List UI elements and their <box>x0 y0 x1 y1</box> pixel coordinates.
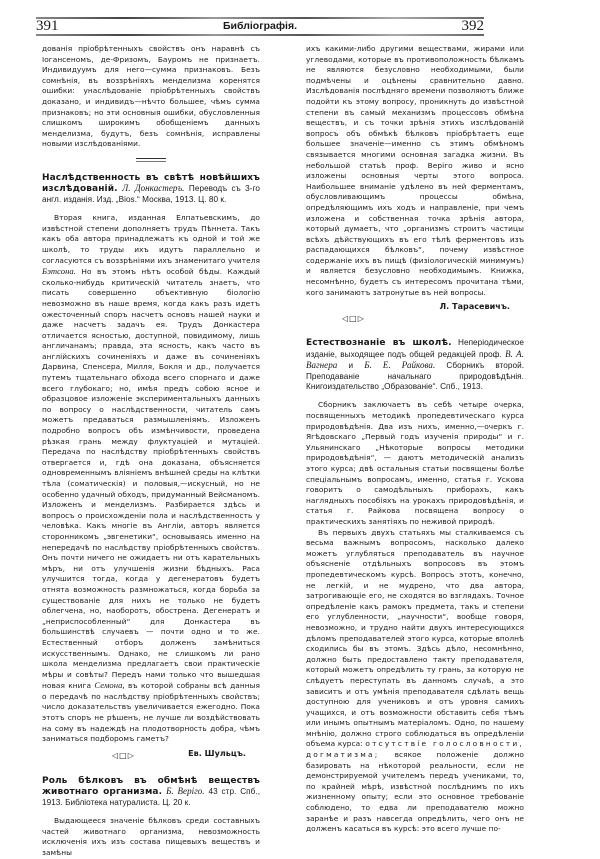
review-meta: Непеpіодическое изданіе, выходящее подъ общей редакціей проф. <box>306 338 524 359</box>
left-column <box>42 44 260 859</box>
review-heading-natural-science <box>306 338 524 392</box>
editor-name: В. А. Вагнера <box>306 348 524 371</box>
page-header <box>36 18 484 34</box>
review-heading-proteins <box>42 776 260 808</box>
page-number-right: 392 <box>461 17 484 34</box>
review-text: всякое положеніе должно базировать на нѣкоторой реальности, если не демонстрируемой учителемъ передъ учениками, то, по крайней мѣрѣ, извѣстной послѣднимъ по ихъ жизненному опыту; если это основное требованіе соблюдено, то едва ли преподавателю можно заранѣе и разъ навсегда опредѣлить, чего онъ не долженъ касаться въ курсѣ: это всего лучше по- <box>306 750 524 834</box>
review-title: Роль бѣлковъ въ обмѣнѣ веществъ животнаго организма. <box>42 776 260 798</box>
review-signature: Л. Тарасевичъ. <box>439 302 510 312</box>
review-signature: Ев. Шульцъ. <box>188 748 246 758</box>
review-title: Естествознаніе въ школѣ. <box>306 338 452 349</box>
review-text: Но въ этомъ нѣтъ особой бѣды. Каждый сколько-нибудь критическій читатель знаетъ, что писать совершенно объективную біологію невозможно въ наше время, когда какъ разъ идетъ ожесточенный споръ насчетъ основъ нашей науки и даже насчетъ задачъ ея. Трудъ Донкастера отличается ясностью, доступной, повидимому, лишь англичанамъ; правда, эта ясность, какъ часто въ англійскихъ сочиненіяхъ и даже въ сочиненіяхъ Дарвина, Спенсера, Милля, Бокля и др., получается путемъ тщательнаго обхода всего спорнаго и даже всего глубокаго; но, имѣя предъ собою ясное и образцовое изложеніе экспериментальныхъ данныхъ по вопросу о наслѣдственности, читатель самъ можетъ предаваться размышленіямъ. Изложенъ подробно вопросъ объ измѣнчивости, проведена рѣзкая грань между флуктуаціей и мутаціей. Передача по наслѣдству пріобрѣтенныхъ свойствъ отвергается и, гдѣ она доказана, объясняется одновременнымъ вліяніемъ внѣшней среды на клѣтки тѣла (соматическія) и половыя,—искусный, но не особенно удачный обходъ, придуманный Вейсманомъ. Изложенъ и менделизмъ. Разбирается здѣсь и вопросъ о происхожденіи пола и наслѣдственность у человѣка. Какъ многіе въ Англіи, авторъ является сторонникомъ „эвгенетики“, основываясь именно на непередачѣ по наслѣдству пріобрѣтенныхъ свойствъ. Онъ почти ничего не ожидаетъ ни отъ карательныхъ мѣръ, ни отъ улучшенія жизни бѣдныхъ. Раса улучшится тогда, когда у дегенератовъ будетъ отнята возможность размножаться, когда борьба за существованіе для нихъ не только не будетъ облегчена, но, наоборотъ, обострена. Дегенератъ и „неприспособленный“ для Донкастера въ большинствѣ случаевъ — почти одно и то же. Естественный отборъ долженъ замѣниться искусственнымъ. Однако, не слишкомъ ли рано школа менделизма предлагаетъ свои практическіе мѣры и совѣты? Передъ нами только что вышедшая новая книга <box>42 267 261 691</box>
review-author: Б. Веріго. <box>166 786 205 797</box>
continuation-paragraph: ихъ какими-либо другими веществами, жирами или углеводами, которые въ противоположность бѣлкамъ не являются безусловно необходимыми, были подмѣчены и оцѣнены сравнительно давно. Изслѣдованія послѣдняго времени позволяютъ ближе подойти къ этому вопросу, проникнуть до извѣстной степени въ самый механизмъ процессовъ обмѣна веществъ, и съ точки зрѣнія этихъ изслѣдованій вопросъ объ обмѣкѣ бѣлковъ пріобрѣтаетъ еще большее значеніе—именно съ этимъ обмѣномъ связывается многими основная загадка жизни. Въ небольшой статьѣ проф. Веріго живо и ясно изложены основныя черты этого вопроса. Наибольшее вниманіе удѣлено въ ней ферментамъ, обусловливающимъ процессы обмѣна, опредѣляющимъ ихъ ходъ и направленіе, при чемъ изложена и собственная точка зрѣнія автора, который думаетъ, что „организмъ строитъ частицы всѣхъ дѣйствующихъ въ его тѣлѣ ферментовъ изъ распадающихся бѣлковъ“, почему извѣстное содержаніе ихъ въ пищѣ (физіологическій минимумъ) и является безусловно необходимымъ. Книжка, несомнѣнно, будетъ съ интересомъ прочитана тѣми, кого занимаютъ затронутые въ ней вопросы. <box>306 44 524 297</box>
page-number-left: 391 <box>36 17 59 34</box>
review-text: Вторая книга, изданная Елпатьевскимъ, до извѣстной степени дополняетъ трудъ Пѣннета. Такъ какъ оба автора принадлежатъ къ одной и той же школѣ, то труды ихъ идутъ параллельно и согласуются съ воззрѣніями ихъ знаменитаго учителя <box>42 213 260 265</box>
spaced-emphasis: отсутствіе голословности, догматизма; <box>306 739 524 760</box>
editor-name: Б. Е. Райкова. <box>364 360 436 371</box>
review-body: Сборникъ заключаетъ въ себѣ четыре очерка, посвященныхъ методикѣ пропедевтическаго курса природовѣдѣнія. Два изъ нихъ, именно,—очеркъ г. Ягѣдовскаго „Первый годъ изученія природы“ и г. Ульянинскаго „Нѣкоторые вопросы методики природовѣдѣнія“, — даютъ методическій анализъ этого курса; двѣ остальныя статьи посвящены болѣе спеціальнымъ вопросамъ, именно, статья г. Ускова говоритъ о самодѣльныхъ приборахъ, какъ наглядныхъ пособіяхъ на урокахъ природовѣдѣнія, и статья г. Райкова посвящена вопросу о практическихъ занятіяхъ по неживой природѣ. <box>306 400 524 526</box>
running-title: Библіографія. <box>222 20 297 32</box>
ornament-divider-icon: ◁□▷ <box>112 751 135 761</box>
conjunction: и <box>348 361 354 371</box>
continuation-paragraph: дованія пріобрѣтенныхъ свойствъ онъ наравнѣ съ Іогансеномъ, де-Фризомъ, Бауромъ не признаетъ. Индивидуумъ для него—сумма признаковъ. Безъ сомнѣнія, въ воззрѣніяхъ менделизма коренятся ошибки: унаслѣдованіе пріобрѣтенныхъ свойствъ доказано, и индивидъ—нѣчто большее, чѣмъ сумма признаковъ; но эти основныя ошибки, обусловленныя слишкомъ широкимъ обобщеніемъ данныхъ менделизма, будутъ, безъ сомнѣнія, исправлены новыми изслѣдованіями. <box>42 44 260 149</box>
review-body: Выдающееся значеніе бѣлковъ среди составныхъ частей животнаго организма, невозможность исключенія ихъ изъ состава пищевыхъ веществъ и замѣны <box>42 816 260 858</box>
ornament-divider-icon: ◁□▷ <box>342 313 365 323</box>
review-author: Л. Донкастеръ. <box>122 183 185 194</box>
review-title: Наслѣдственность въ свѣтѣ новѣйшихъ изслѣдованій. <box>42 172 260 195</box>
review-meta: Переводъ съ 3-го англ. изданія. Изд. „Bios.“ Москва, 1913. Ц. 80 к. <box>42 184 260 204</box>
review-meta: 43 стр. Спб., 1913. Библіотека натуралиста. Ц. 20 к. <box>42 787 261 807</box>
review-text: Въ первыхъ двухъ статьяхъ мы сталкиваемся съ весьма важнымъ вопросомъ, насколько далеко можетъ углубляться преподаватель въ научное объясненіе отдѣльныхъ вопросовъ въ этомъ пропедевтическомъ курсѣ. Вопросъ этотъ, конечно, не легкій, и не мудрено, что два автора, затрогивающіе его, не сходятся во взглядахъ. Точное опредѣленіе какъ рамокъ предмета, такъ и степени его углубленности, „научности“, вообще говоря, невозможно, и трудно найти двухъ интересующихся дѣломъ преподавателей этого курса, которые вполнѣ сходились бы въ этомъ. Здѣсь дѣло, несомнѣнно, должно быть предоставлено такту преподавателя, который можетъ опредѣлить ту грань, за которую не слѣдуетъ переступать въ данномъ случаѣ, а это зависитъ и отъ умѣнія преподавателя сдѣлать вещь доступною для учениковъ и отъ уровня самихъ учащихся, и отъ возможности обставить себя тѣмъ или инымъ опытнымъ матеріаломъ. Одно, по нашему мнѣнію, должно строго соблюдаться въ опредѣленіи объема курса: <box>306 527 524 749</box>
review-body <box>306 528 524 835</box>
italic-name: Семона, <box>94 680 125 691</box>
review-heading-heredity <box>42 173 260 205</box>
right-column <box>306 44 524 835</box>
review-body <box>42 213 260 745</box>
review-text: въ которой собраны всѣ данныя о передачѣ по наслѣдству пріобрѣтенныхъ свойствъ; число доказательствъ увеличивается ежегодно. Пока этотъ споръ не рѣшенъ, не лучше ли воздѣйствовать на сому въ надеждѣ на плодотворность добра, чѣмъ заниматься подборомъ гаметъ? <box>42 681 260 744</box>
section-divider <box>136 158 166 162</box>
review-meta: Сборникъ второй. Преподаваніе начальнаго природовѣдѣнія. Книгоиздательство „Образованіе“. Спб., 1913. <box>306 361 525 392</box>
italic-name: Бэтсона. <box>42 266 76 277</box>
header-rule-bottom <box>36 34 484 36</box>
